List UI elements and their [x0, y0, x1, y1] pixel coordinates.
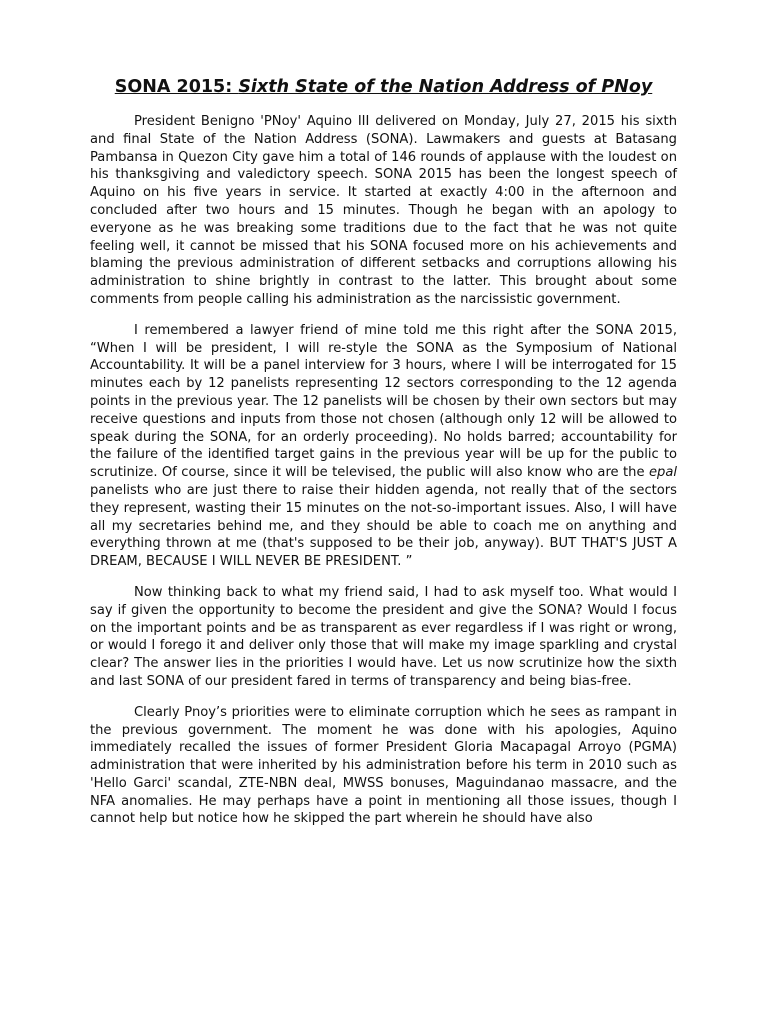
title-prefix: SONA 2015:: [114, 77, 239, 97]
document-page: [90, 76, 677, 841]
title-italic: Sixth State of the Nation Address of PNoy: [238, 77, 653, 97]
paragraph-2-italic-word: epal: [648, 465, 677, 481]
paragraph-2-part-1: I remembered a lawyer friend of mine told me this right after the SONA 2015, “When I will be president, I will re-style the SONA as the Symposium of National Accountability. It will be a panel interview for 3 hours, where I will be interrogated for 15 minutes each by 12 panelists representing 12 sectors corresponding to the 12 agenda points in the previous year. The 12 panelists will be chosen by their own sectors but may receive questions and inputs from those not chosen (although only 12 will be allowed to speak during the SONA, for an orderly proceeding). No holds barred; accountability for the failure of the identified target gains in the previous year will be up for the public to scrutinize. Of course, since it will be televised, the public will also know who are the: [90, 322, 677, 481]
paragraph-2: [90, 322, 677, 571]
paragraph-3: Now thinking back to what my friend said, I had to ask myself too. What would I say if given the opportunity to become the president and give the SONA? Would I focus on the important points and be as transparent as ever regardless if I was right or wrong, or would I forego it and deliver only those that will make my image sparkling and crystal clear? The answer lies in the priorities I would have. Let us now scrutinize how the sixth and last SONA of our president fared in terms of transparency and being bias-free.: [90, 584, 677, 689]
paragraph-4: Clearly Pnoy’s priorities were to eliminate corruption which he sees as rampant in the previous government. The moment he was done with his apologies, Aquino immediately recalled the issues of former President Gloria Macapagal Arroyo (PGMA) administration that were inherited by his administration before his term in 2010 such as 'Hello Garci' scandal, ZTE-NBN deal, MWSS bonuses, Maguindanao massacre, and the NFA anomalies. He may perhaps have a point in mentioning all those issues, though I cannot help but notice how he skipped the part wherein he should have also: [90, 704, 677, 827]
paragraph-1: President Benigno 'PNoy' Aquino III delivered on Monday, July 27, 2015 his sixth and final State of the Nation Address (SONA). Lawmakers and guests at Batasang Pambansa in Quezon City gave him a total of 146 rounds of applause with the loudest on his thanksgiving and valedictory speech. SONA 2015 has been the longest speech of Aquino on his five years in service. It started at exactly 4:00 in the afternoon and concluded after two hours and 15 minutes. Though he began with an apology to everyone as he was breaking some traditions due to the fact that he was not quite feeling well, it cannot be missed that his SONA focused more on his achievements and blaming the previous administration of different setbacks and corruptions allowing his administration to shine brightly in contrast to the latter. This brought about some comments from people calling his administration as the narcissistic government.: [90, 114, 677, 307]
document-title: [90, 76, 677, 99]
paragraph-2-part-2: panelists who are just there to raise their hidden agenda, not really that of the sectors they represent, wasting their 15 minutes on the not-so-important issues. Also, I will have all my secretaries behind me, and they should be able to coach me on anything and everything thrown at me (that's supposed to be their job, anyway). BUT THAT'S JUST A DREAM, BECAUSE I WILL NEVER BE PRESIDENT. ”: [90, 482, 677, 570]
